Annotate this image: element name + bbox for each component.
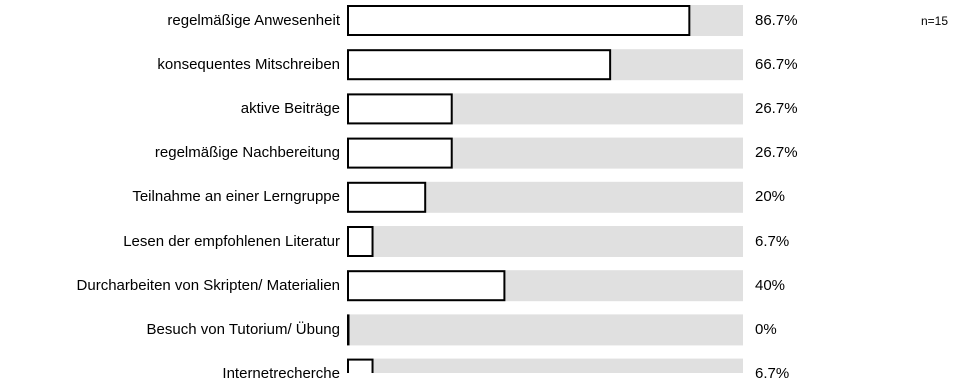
bar [348, 227, 373, 256]
value-label: 86.7% [755, 11, 798, 29]
bar [348, 94, 452, 123]
bar-track [347, 226, 743, 257]
category-label: Teilnahme an einer Lerngruppe [132, 188, 340, 206]
category-label: konsequentes Mitschreiben [157, 55, 340, 73]
bar [348, 360, 373, 373]
bar [348, 50, 610, 79]
value-label: 6.7% [755, 365, 790, 383]
category-label: aktive Beiträge [240, 99, 340, 117]
value-label: 40% [755, 276, 786, 294]
bar-track [347, 359, 743, 373]
category-label: Lesen der empfohlenen Literatur [123, 232, 340, 250]
bar [348, 6, 689, 35]
bar [348, 271, 504, 300]
value-label: 26.7% [755, 144, 798, 162]
category-label: Durcharbeiten von Skripten/ Materialien [76, 276, 340, 294]
bar [348, 183, 425, 212]
value-label: 26.7% [755, 99, 798, 117]
value-label: 6.7% [755, 232, 790, 250]
bar [348, 139, 452, 168]
bar [348, 315, 349, 344]
sample-size-label: n=15 [921, 14, 949, 28]
category-label: Internetrecherche [222, 365, 340, 383]
category-label: regelmäßige Anwesenheit [167, 11, 340, 29]
value-label: 20% [755, 188, 786, 206]
category-label: Besuch von Tutorium/ Übung [146, 320, 340, 338]
category-label: regelmäßige Nachbereitung [154, 144, 340, 162]
value-label: 66.7% [755, 55, 798, 73]
bar-track [347, 314, 743, 345]
value-label: 0% [755, 320, 777, 338]
